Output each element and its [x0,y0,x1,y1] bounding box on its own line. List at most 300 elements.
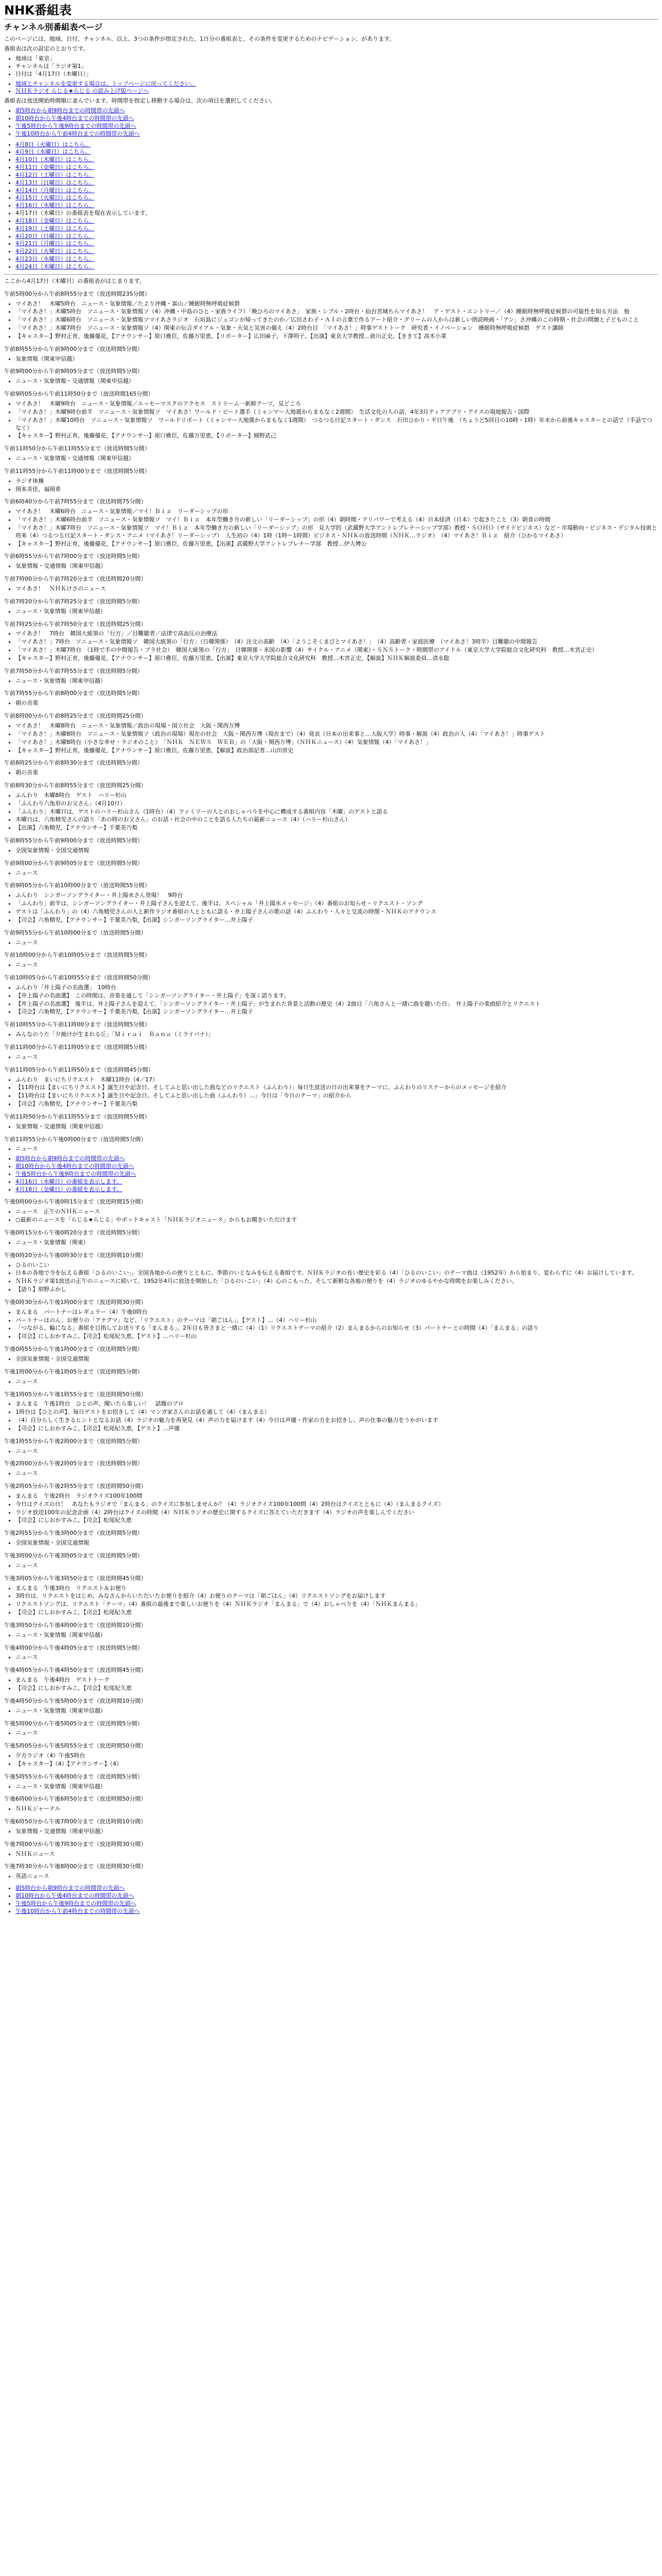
program-detail: • 【司会】にしおかすみこ，【司会】松尾紀久恵 [15,1517,658,1524]
program-detail: • 「つながる、輪になる」番組を目指してお送りする「まんまる」。2年目も皆さまと一緒に（4）（1）リクエストテーマの紹介（2）まんまるからのお知らせ（3）パートナーとの時間（4）「まんまる」の語り [15,1325,658,1332]
program-slot [4,1021,658,1039]
program-detail: • 「マイあさ！」木曜6時台前半 ソニュース・気象情報ソ マイ！Ｂｉｚ 本年型働き方の新しい「リーダーシップ」の形（4）朝時間・アリパワーで考える（4）日本経済（日本）で起きたこと（3）朝食の時間 [15,516,658,524]
program-details [4,1805,658,1813]
mid-jump-link[interactable]: 4月18日（金曜日）の番組を表示します。 [15,1185,123,1193]
program-slot [4,1113,658,1131]
slot-time: 午後3時05分から午後3時50分まで（放送時間45分間） [4,1574,146,1582]
jump-item [15,1163,658,1171]
program-details [4,1309,658,1341]
radiru-link[interactable]: ＮＨＫラジオ らじる★らじる の読み上げ版ページへ [15,88,149,95]
program-detail: • ニュース・気象情報（関東甲信越） [15,1707,658,1715]
program-detail: • 全国気象情報・全国交通情報 [15,1539,658,1547]
slot-time: 午前9時55分から午前10時00分まで（放送時間5分間） [4,929,146,936]
slot-time: 午前9時05分から午前11時50分まで（放送時間165分間） [4,391,154,398]
program-detail: • 【キャスター】野村正育，後藤優花，【アナウンサー】原口雅臣，佐藤万里恵，【出演】東京大学大学院総合文化研究科 教授…木宮正史，【解説】ＮＨＫ解説委員…清永聡 [15,655,658,663]
slot-time: 午後0時15分から午後0時20分まで（放送時間5分間） [4,1229,143,1236]
schedule-intro: ここから4月17日（木曜日）の番組表がはじまります。 [4,277,145,284]
program-details [4,1076,658,1108]
jump-link-evening[interactable]: 午後5時台から午後9時台までの時間帯の先頭へ [15,122,136,129]
program-slot [4,1552,658,1570]
program-detail: • 気象情報・交通情報（関東甲信越） [15,1828,658,1836]
program-detail: • リクエストソングは、リクエスト「テーマ」（4）番組の最後まで楽しいお便りを（4）ＮＨＫラジオ「まんまる」で（4）おしゃべりを（4）「ＮＨＫまんまる」 [15,1601,658,1608]
program-detail: • 木曜日は、六角精児さんの語り「あの時のお父さん」のお話・社会の中のことを語る人たちの最新ニュース（4）（ハリー杉山さん） [15,816,658,824]
program-detail: • 【キャスター】（4）【アナウンサー】（4） [15,1760,658,1768]
station-link-item [15,80,658,88]
program-details [4,508,658,548]
program-slot [4,929,658,947]
slot-time: 午後6時50分から午後7時00分まで（放送時間10分間） [4,1818,146,1825]
jump-item [15,1171,658,1178]
date-item [15,172,658,179]
date-item [15,202,658,210]
program-slot [4,291,658,341]
program-details [4,1873,658,1880]
program-detail: • 【司会】六角精児，【アナウンサー】千葉美乃梨，【出演】シンガーソングライター…井上陽子 [15,917,658,924]
program-detail: • ニュース [15,1470,658,1478]
program-slot [4,553,658,570]
program-slot [4,498,658,548]
program-detail: • ニュース [15,961,658,969]
program-details [4,455,658,463]
program-detail: • 今日はクイズの日！ あなたもラジオで「まんまる」のクイズに参加しませんか？（4）ラジオクイズ100年100問（4）2時台はクイズとともに（4）（まんまるクイズ） [15,1501,658,1509]
program-detail: • 【出演】六角精児，【アナウンサー】千葉美乃梨 [15,824,658,832]
current-conditions-heading: 番組表は次の設定のとおりです。 [4,45,89,53]
program-slot [4,690,658,707]
mid-jump-link[interactable]: 朝5時台から朝9時台までの時間帯の先頭へ [15,1155,125,1162]
program-slot [4,713,658,754]
date-link[interactable]: 4月8日（火曜日）はこちら。 [15,141,91,148]
slot-time: 午後4時00分から午後4時05分まで（放送時間5分間） [4,1644,143,1651]
date-link[interactable]: 4月9日（水曜日）はこちら。 [15,148,91,156]
program-detail: • ニュース [15,1730,658,1737]
program-slot [4,1136,658,1154]
jump-link-daytime[interactable]: 朝10時台から午後4時台までの時間帯の先頭へ [15,114,134,122]
program-details [4,847,658,855]
date-link[interactable]: 4月21日（月曜日）はこちら。 [15,240,94,247]
mid-jump-link[interactable]: 4月16日（水曜日）の番組を表示します。 [15,1178,123,1185]
slot-time: 午前6時40分から午前7時55分まで（放送時間75分間） [4,498,146,505]
program-details [4,769,658,777]
program-detail: • 岡本美佳，福岡希 [15,486,658,494]
slot-time: 午後5時05分から午後5時55分まで（放送時間50分間） [4,1742,146,1750]
slot-time: 午後6時00分から午後6時50分まで（放送時間50分間） [4,1795,146,1803]
slot-time: 午後7時00分から午後7時30分まで（放送時間30分間） [4,1840,146,1848]
program-details [4,1752,658,1768]
program-detail: • 「マイあさ！」7時台 ソニュース・気象情報ソ 韓国大統領の「行方」（日韓関係） （4）注文の高齢 （4）「ようこそくまびとマイあさ！」 （4）高齢者・家庭医療 （マイあさ！3時半）目難聴の中間報告 [15,638,658,646]
program-detail: • ニュース 正午のＮＨＫニュース [15,1208,658,1216]
date-item [15,248,658,256]
slot-time: 午前9時00分から午前9時05分まで（放送時間5分間） [4,368,143,375]
program-details [4,1632,658,1639]
program-slot [4,974,658,1016]
slot-time: 午後2時05分から午後2時55分まで（放送時間50分間） [4,1483,146,1490]
program-slot [4,1773,658,1791]
slot-time: 午前8時25分から午前8時30分まで（放送時間5分間） [4,759,143,767]
date-link[interactable]: 4月19日（土曜日）はこちら。 [15,225,94,232]
date-link[interactable]: 4月20日（日曜日）はこちら。 [15,232,94,240]
program-detail: • ひるのいこい [15,1262,658,1269]
program-detail: • ゲストは「ふんわり」の（4）六角精児さんの人と新作ラジオ番組の人とともに語る・井上陽子さんの歌の話（4）ふんわり・人々と交流の時間・ＮＨＫのアナウンス [15,908,658,916]
program-detail: • ニュース・気象情報・交通情報（関東甲信越） [15,378,658,385]
condition-channel: • チャンネルは「ラジオ第1」 [15,63,658,71]
program-slot [4,668,658,685]
program-detail: • 【司会】にしおかすみこ，【司会】松尾紀久恵 [15,1685,658,1692]
program-details [4,722,658,754]
program-detail: • 「ふんわり六角形のお父さん」（4月10日） [15,800,658,808]
program-detail: • ＮＨＫニュース [15,1851,658,1858]
slot-time: 午前7時50分から午前7時55分まで（放送時間5分間） [4,667,143,674]
jump-link-night[interactable]: 午後10時台から午前4時台までの時間帯の先頭へ [15,130,140,137]
date-link[interactable]: 4月24日（木曜日）はこちら。 [15,263,94,270]
slot-time: 午後0時55分から午後1時00分まで（放送時間5分間） [4,1346,143,1353]
program-slot [4,1066,658,1108]
jump-item [15,1900,658,1908]
slot-time: 午後4時05分から午後4時50分まで（放送時間45分間） [4,1667,146,1674]
date-link[interactable]: 4月22日（火曜日）はこちら。 [15,248,94,255]
program-slot [4,1299,658,1341]
jump-intro: 番組表は放送開始時間順に並んでいます。時間帯を指定し移動する場合は、次の項目を選択してください。 [4,97,276,105]
date-link[interactable]: 4月23日（水曜日）はこちら。 [15,256,94,263]
program-slot [4,468,658,494]
program-detail: • ラジオ体操 [15,478,658,485]
program-details [4,300,658,341]
slot-time: 午前11時00分から午前11時05分まで（放送時間5分間） [4,1043,150,1050]
date-item [15,225,658,233]
footer-jump-link[interactable]: 朝5時台から朝9時台までの時間帯の先頭へ [15,1885,125,1892]
jump-item [15,130,658,138]
site-title: NHK番組表 [4,3,658,20]
program-detail: • 気象情報・交通情報（関東甲信越） [15,1123,658,1131]
slot-time: 午前8時00分から午前8時25分まで（放送時間25分間） [4,713,146,720]
slot-time: 午後1時05分から午後1時55分まで（放送時間50分間） [4,1391,146,1398]
program-details [4,1400,658,1432]
program-slot [4,1575,658,1617]
program-detail: • 「マイあさ！」木曜6時台 ソニュース・気象情報ソマイあさラジオ 石垣島にジュゴンが帰ってきたのか／広田さわ子・ＡＩの言葉で作るアート紹介・グリームの人からは新しい朗読映画・「アン」さ沖縄のこの時期・社会の問題と子どものこと [15,316,658,324]
program-detail: • 【11時台は【まいにちリクエスト】誕生日や記念日、そしてふと思い出した曲などのリクエスト（ふんわり）」毎日生放送の日の出来事をテーマに、ふんわりのリスナーからのメッセージを紹介 [15,1084,658,1092]
program-details [4,478,658,494]
jump-item [15,123,658,130]
program-details [4,1239,658,1247]
condition-region: • 地域は「東京」 [15,55,658,63]
date-link[interactable]: 4月13日（日曜日）はこちら。 [15,179,94,186]
divider [4,274,658,275]
program-detail: • 朝の音楽 [15,700,658,707]
jump-item [15,1178,658,1186]
program-slot [4,759,658,777]
program-detail: • 【井上陽子の名曲選】 この時間は、音楽を通して「シンガーソングライター・井上陽子」を深く語ります。 [15,992,658,1000]
program-slot [4,1720,658,1738]
jump-link-morning[interactable]: 朝5時台から朝9時台までの時間帯の先頭へ [15,107,125,114]
program-slot [4,1460,658,1478]
program-detail: • まんまる 午後3時台 リクエスト＆お便り [15,1585,658,1592]
program-details [4,1585,658,1617]
program-details [4,1707,658,1715]
program-detail: • マイあさ！ 木曜8時台 ニュース・気象情報／政治の現場・国立社会 大阪・関西万博 [15,722,658,730]
program-detail: • ニュース・気象情報（関東甲信越） [15,1783,658,1791]
slot-time: 午前5時00分から午前8時55分まで（放送時間235分間） [4,290,150,297]
program-details [4,1054,658,1061]
date-link[interactable]: 4月12日（土曜日）はこちら。 [15,171,94,178]
program-details [4,1493,658,1524]
date-item [15,148,658,156]
program-slot [4,575,658,593]
program-detail: • ニュース [15,1562,658,1570]
page-title: チャンネル別番組表ページ [4,22,103,32]
program-detail: • ラジオ放送100年の記念企画（4）2時台はクイズの時間（4）ＮＨＫラジオの歴史に関するクイズに答えていただきます（4）ラジオの声を楽しんでください [15,1509,658,1517]
slot-time: 午後2時55分から午後3時00分まで（放送時間5分間） [4,1530,143,1537]
date-item [15,179,658,187]
program-detail: • 【井上陽子の名曲選】 後半は、井上陽子さんを迎えて、「シンガーソングライター・井上陽子」が生まれた背景と活動の歴史（4）2曲目「六角さんと一緒に曲を聴いた日」 井上陽子の楽曲紹介とリクエスト [15,1001,658,1008]
program-details [4,870,658,877]
date-item [15,263,658,271]
program-detail: • 3時台は、リクエストをはじめ、みなさんからいただいたお便りを紹介（4）お便りのテーマは「朝ごはん」（4）リクエストソングをお届けします [15,1592,658,1600]
program-details [4,608,658,616]
program-detail: • 気象情報・交通情報（関東甲信越） [15,563,658,570]
program-slot [4,1483,658,1524]
program-detail: • パートナーはのん、お便りの「アナグマ」など、「リクエスト」のテーマは「朝ごはん」。【ゲスト】…（4）ハリー杉山 [15,1317,658,1325]
jump-item [15,1908,658,1916]
slot-time: 午後0時30分から午後1時00分まで（放送時間30分間） [4,1298,146,1306]
program-detail: • 「マイあさ！」木曜9時台前半 ソニュース・気象情報ソ マイあさ！ワールド・ピート選手（ミャンマー大地震からまもなく2週間） 生活文化の人の話、4年3月ティアアプリ・アイスの現地報告・国際 [15,409,658,416]
program-slot [4,837,658,855]
date-item [15,217,658,225]
footer-jump-link[interactable]: 午後5時台から午後9時台までの時間帯の先頭へ [15,1900,136,1907]
program-slot [4,1252,658,1294]
program-details [4,1470,658,1478]
program-detail: • 【司会】六角精児，【アナウンサー】千葉美乃梨 [15,1100,658,1108]
program-details [4,939,658,947]
date-item [15,187,658,195]
program-slot [4,1841,658,1858]
program-details [4,677,658,685]
program-detail: • ニュース [15,1378,658,1386]
program-slot [4,1818,658,1836]
program-slot [4,1667,658,1692]
program-detail: • 夕方ラジオ（4）午後5時台 [15,1752,658,1760]
slot-time: 午前7時20分から午前7時25分まで（放送時間5分間） [4,598,143,605]
program-detail: • 「ふんわり」木曜日は、ゲストのハリー杉山さん（1時台）（4）ファミリーの人とのおしゃべりを中心に構成する番組内容「木曜」のゲストと語る [15,808,658,816]
program-details [4,563,658,570]
program-detail: • ニュース [15,870,658,877]
jump-item [15,107,658,115]
footer-jump-link[interactable]: 午後10時台から午前4時台までの時間帯の先頭へ [15,1907,140,1914]
mid-jump-link[interactable]: 午後5時台から午後9時台までの時間帯の先頭へ [15,1170,136,1177]
program-slot [4,882,658,924]
back-to-top-link[interactable]: 地域とチャンネルを変更する場合は、トップページに戻ってください。 [15,80,196,87]
program-details [4,400,658,440]
program-detail: • 「マイあさ！」木曜7時台 ソニュース・気象情報ソ マイ！Ｂｉｚ 本年型働き方の新しい「リーダーシップ」の形 見大学的（武蔵野大学アントレプレナーシップ学部）教授・ＳＯＨＯ（サイドビジネス）など・市場動向・ビジネス・デジタル技術と将来（4）つるつる日記スタート・ダンス・アニメ（マイあさ！リーダーシップ） 人生初の（4）1時（1時〜1時間）ビジネス・ＮＨＫの放送時間（ＮＨＫ…ラジオ） （4）マイあさ！Ｂｉｚ 紹介（ひかるマイあさ） [15,524,658,540]
program-details [4,1378,658,1386]
date-link[interactable]: 4月14日（月曜日）はこちら。 [15,187,94,194]
program-detail: • まんまる 午後2時台 ラジオクイズ100年100問 [15,1493,658,1500]
jump-item [15,1885,658,1892]
program-details [4,984,658,1016]
slot-time: 午後1時55分から午後2時00分まで（放送時間5分間） [4,1437,143,1445]
current-conditions-list [4,55,658,78]
program-details [4,1783,658,1791]
jump-item [15,1155,658,1163]
program-detail: • まんまる パートナーはレギュラー（4）午後0時台 [15,1309,658,1316]
program-details [4,700,658,707]
program-detail: • ＮＨＫラジオ第1放送の正午のニュースに続いて、1952年4月に放送を開始した「ひるのいこい」（4）心のこもった、そして新鮮な各地の便りを（4）ラジオのゆるやかな時間をお楽しみください。 [15,1278,658,1285]
slot-time: 午後0時20分から午後0時30分まで（放送時間10分間） [4,1251,146,1259]
slot-time: 午後5時55分から午後6時00分まで（放送時間5分間） [4,1773,143,1780]
program-detail: • 「マイあさ！」木曜5時台 ソニュース・気象情報ソ（4）沖縄・中島のひと・家族ライフ）「晩ひろのマイあさ」 家族・シブル・2時台・仙台宮城ちらマイあさ！ ア・ゲスト・エントリー／（4）睡眠時無呼吸症候群の可能性を知る方法 他 [15,308,658,316]
program-detail: • 「マイあさ！」木曜10時台 ソニュース・気象情報ソ ワールドリポート（ミャンマー大地震からまもなく1週間） つるつる日記スタート・ダンス 石田ひかり・平日午後 （ちょうど5回目の10時・1時）年末から前後キャスターとの話で（手話でつなぐ） [15,417,658,432]
program-detail: • ニュース・気象情報（関東甲信越） [15,1632,658,1639]
slot-time: 午前10時05分から午前10時55分まで（放送時間50分間） [4,974,154,981]
program-detail: • 【11時台は【まいにちリクエスト】誕生日や記念日、そしてふと思い出した曲（ふんわり）…」今日は「今日のテーマ」の紹介から [15,1092,658,1100]
program-detail: • 【司会】にしおかすみこ，【司会】松尾紀久恵，【ゲスト】…ハリー杉山 [15,1333,658,1341]
program-slot [4,1698,658,1715]
program-slot [4,368,658,385]
date-link[interactable]: 4月15日（火曜日）はこちら。 [15,194,94,201]
footer-jump-link[interactable]: 朝10時台から午後4時台までの時間帯の先頭へ [15,1892,134,1900]
program-details [4,1031,658,1039]
mid-jump-list [4,1155,658,1193]
date-link[interactable]: 4月16日（水曜日）はこちら。 [15,202,94,209]
program-details [4,1208,658,1224]
program-slot [4,1645,658,1662]
program-detail: • マイあさ！ 木曜9時台 ニュース・気象情報／エッセーマスクのアクセス ストリーム一新鮮アーツ，見どころ [15,400,658,408]
program-detail: • 「マイあさ！」木曜8時台（小さな幸せ・ラジオのこと） 「ＮＨＫ ＮＥＷＳ ＷＥＢ」の「大阪・関西万博」（ＮＨＫニュース）（4）気象情報（4）「マイあさ！」 [15,739,658,747]
program-detail: • 「マイあさ！」木曜7時台 （1時で手の中間報告・ブラ社会） 韓国大統領の「行方」 日韓関係・米国の影響（4）サイクル・アニメ（関東）・ＳＮＳトーク・時間帯のアイドル（東京大学大学院総合文化研究科 教授…木宮正史） [15,647,658,654]
program-slot [4,391,658,440]
program-details [4,1539,658,1547]
program-detail: • 【キャスター】野村正育，後藤優花，【アナウンサー】原口雅臣，佐藤万里恵，【リポーター】広田麻子，下澤明子，【出演】東京大学教授…前川正史，【ききて】高木小菜 [15,333,658,341]
date-item [15,194,658,202]
program-detail: • ニュース [15,939,658,947]
program-detail: • （4）自分らしく生きるヒントとなるお話（4）ラジオの魅力を再発見（4）声の力を届けます（4）今日は声優・作家の方をお招きし、声の仕事の魅力をうかがいます [15,1417,658,1425]
program-slot [4,346,658,363]
program-details [4,1562,658,1570]
program-details [4,1730,658,1737]
program-details [4,961,658,969]
date-link[interactable]: 4月18日（金曜日）はこちら。 [15,217,94,224]
program-slot [4,1795,658,1813]
program-details [4,630,658,662]
date-item [15,256,658,263]
intro-text: このページには、地域、日付、チャンネル、以上、3つの条件が指定された、1日分の番組表と、その条件を変更するためのナビゲーション、があります。 [4,36,395,43]
date-item [15,210,658,217]
program-detail: • ニュース・気象情報（関東甲信越） [15,608,658,616]
program-detail: • まんまる 午後4時台 ゲストトーク [15,1676,658,1684]
program-detail: • みんなのうた「夕焼けが生まれる丘」「Ｍｉｒａｉ Ｂａｎａ（ミライバナ）」 [15,1031,658,1039]
program-detail: • 気象情報（関東甲信越） [15,355,658,363]
slot-time: 午前11時50分から午前11時55分まで（放送時間5分間） [4,1113,150,1120]
program-slot [4,860,658,877]
date-item [15,164,658,172]
slot-time: 午前7時55分から午前8時00分まで（放送時間5分間） [4,690,143,697]
program-detail: • 【語り】紺野ふかし [15,1286,658,1294]
program-details [4,378,658,385]
date-link[interactable]: 4月10日（木曜日）はこちら。 [15,156,94,163]
program-details [4,1828,658,1836]
program-slot [4,621,658,663]
jump-item [15,115,658,123]
program-detail: • 【キャスター】野村正育，後藤優花，【アナウンサー】原口雅臣，佐藤万里恵，【解説】政治部記者…山田崇史 [15,747,658,755]
slot-time: 午前11時50分から午前11時55分まで（放送時間5分間） [4,445,150,452]
time-jump-list [4,107,658,138]
slot-time: 午前11時55分から午前11時00分まで（放送時間5分間） [4,467,150,474]
program-slot [4,1391,658,1433]
slot-time: 午前9時00分から午前9時05分まで（放送時間5分間） [4,859,143,867]
program-detail: • 【司会】にしおかすみこ，【司会】松尾紀久恵 [15,1609,658,1617]
date-item [15,240,658,248]
program-detail: • ふんわり 木曜8時台 ゲスト ハリー杉山 [15,792,658,800]
program-detail: • 「マイあさ！」木曜7時台 ソニュース・気象情報ソ（4）関東の伝言ダイアル・気象・天気と災害の備え（4）2時台目 「マイあさ！」時事ゲストトーク 研究者・イノベーション 睡眠時無呼吸症候群 ゲスト講師 [15,325,658,332]
date-list [4,141,658,271]
program-slot [4,952,658,969]
schedule-list-afternoon [4,1198,658,1880]
program-detail: • 朝の音楽 [15,769,658,777]
program-slot [4,1438,658,1455]
program-detail: • マイあさ！ 木曜5時台 ニュース・気象情報／たより沖縄・富山／睡眠時無呼吸症候群 [15,300,658,308]
program-details [4,1123,658,1131]
program-detail: • ニュース・気象情報（関東） [15,1239,658,1247]
program-slot [4,1742,658,1768]
program-slot [4,782,658,832]
program-detail: • 「ふんわり」前半は、シンガーソングライター・井上陽子さんを迎えて、後半は、スペシャル「井上陽水メッセージ」（4）番組のお知らせ・リクエスト・ソング [15,900,658,908]
program-slot [4,1368,658,1386]
slot-time: 午前7時25分から午前7時50分まで（放送時間25分間） [4,620,146,628]
slot-time: 午前8時55分から午前9時00分まで（放送時間5分間） [4,345,143,352]
slot-time: 午前7時00分から午前7時20分まで（放送時間20分間） [4,575,146,583]
program-detail: • 全国気象情報・全国交通情報 [15,1355,658,1363]
program-detail: • ふんわり シンガーソングライター・井上陽水さん登場！ 9時台 [15,892,658,900]
program-slot [4,1346,658,1363]
slot-time: 午前8時30分から午前8時55分まで（放送時間25分間） [4,782,146,789]
program-detail: • 【司会】六角精児，【アナウンサー】千葉美乃梨，【出演】シンガーソングライター…井上陽子 [15,1008,658,1016]
station-links [4,80,658,96]
program-details [4,1355,658,1363]
slot-time: 午後4時50分から午後5時00分まで（放送時間10分間） [4,1697,146,1704]
program-detail: • 英語ニュース [15,1873,658,1880]
program-detail: • マイあさ！ 木曜6時台 ニュース・気象情報／マイ！Ｂｉｚ リーダーシップの形 [15,508,658,516]
slot-time: 午前10時00分から午前10時05分まで（放送時間5分間） [4,952,150,959]
mid-jump-link[interactable]: 朝10時台から午後4時台までの時間帯の先頭へ [15,1163,134,1170]
program-detail: • 1時台は【ひとの声】、毎日ゲストをお招きして（4）マンガ家さんのお話を通して（4）（まんまる） [15,1409,658,1416]
date-link[interactable]: 4月11日（金曜日）はこちら。 [15,164,94,171]
program-detail: • ニュース・気象情報（関東甲信越） [15,677,658,685]
program-details [4,1654,658,1662]
program-detail: • まんまる 午後1時台 ひとの声、聞いたら楽しい！ 話題のプロ [15,1400,658,1408]
program-detail: • ふんわり まいにちリクエスト 木曜11時台（4／17） [15,1076,658,1084]
program-detail: • 日本の各地で今を伝える番組「ひるのいこい」。全国各地からの便りとともに、季節のいとなみを伝える番組です。ＮＨＫラジオの長い歴史を彩る（4）「ひるのいこい」のテーマ曲は（1952年）から始まり、変わらずに（4）お届けしています。 [15,1269,658,1277]
program-detail: • ニュース [15,1054,658,1061]
program-detail: • ○最新のニュースを「らじる★らじる」やポッドキャスト「ＮＨＫラジオニュース」からもお聞きいただけます [15,1216,658,1224]
program-detail: • 【キャスター】野村正育，後藤優花，【アナウンサー】原口雅臣，佐藤万里恵，【出演】武蔵野大学アントレプレナー学部 教授…伊大博公 [15,540,658,548]
program-slot [4,1530,658,1547]
date-item [15,156,658,164]
program-slot [4,1229,658,1247]
slot-time: 午前11時05分から午前11時50分まで（放送時間45分間） [4,1066,154,1073]
program-details [4,792,658,832]
slot-time: 午前10時55分から午前11時00分まで（放送時間5分間） [4,1021,150,1028]
slot-time: 午後3時50分から午後4時00分まで（放送時間10分間） [4,1621,146,1629]
program-detail: • マイあさ！ 7時台 韓国大統領の「行方」／目難聴者／法律で高血圧の治療法 [15,630,658,638]
station-link-item [15,88,658,95]
program-details [4,1851,658,1858]
slot-time: 午前8時55分から午前9時00分まで（放送時間5分間） [4,837,143,844]
program-details [4,892,658,924]
footer-jump-list [4,1885,658,1915]
program-detail: • ふんわり「井上陽子の名曲選」 10時台 [15,984,658,992]
program-detail: • ニュース [15,1448,658,1455]
slot-time: 午後2時00分から午後2時05分まで（放送時間5分間） [4,1460,143,1467]
slot-time: 午後7時30分から午後8時00分まで（放送時間30分間） [4,1863,146,1870]
program-slot [4,598,658,616]
